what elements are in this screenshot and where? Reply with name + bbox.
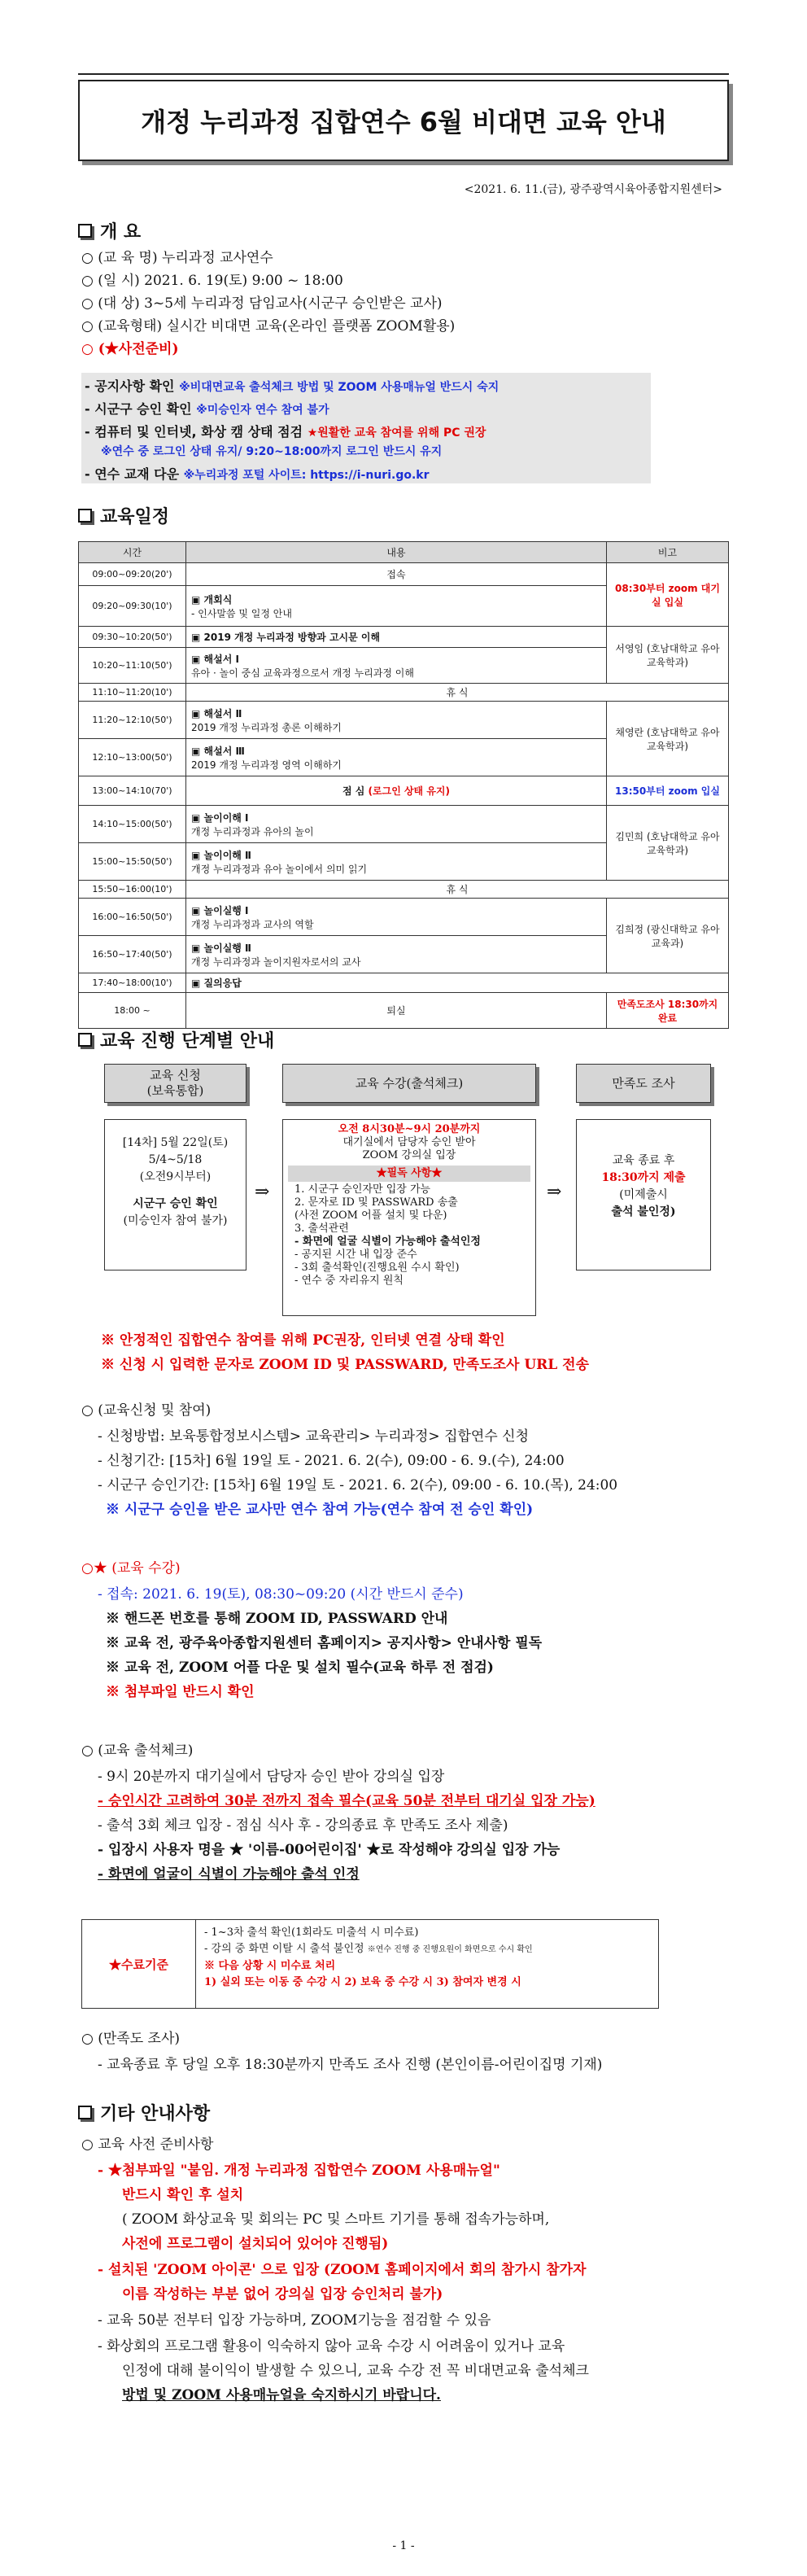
content-cell: ▣ 2019 개정 누리과정 방향과 고시문 이해 xyxy=(186,627,607,648)
time-cell: 16:00~16:50(50') xyxy=(79,899,186,936)
apply-line: - 신청방법: 보육통합정보시스템> 교육관리> 누리과정> 집합연수 신청 xyxy=(98,1428,530,1445)
flow-step-course-head: 교육 수강(출석체크) xyxy=(282,1064,536,1103)
column-header: 시간 xyxy=(79,542,186,563)
course-line: - 접속: 2021. 6. 19(토), 08:30~09:20 (시간 반드시 준수) xyxy=(98,1586,464,1603)
notice-row: - 연수 교재 다운 ※누리과정 포털 사이트: https://i-nuri.go.kr xyxy=(85,466,430,482)
apply-note: ※ 시군구 승인을 받은 교사만 연수 참여 가능(연수 참여 전 승인 확인) xyxy=(106,1502,534,1518)
top-rule xyxy=(78,73,729,75)
flow-step-survey-box: 교육 종료 후 18:30까지 제출 (미제출시 출석 불인정) xyxy=(576,1119,711,1271)
survey-head: ○ (만족도 조사) xyxy=(81,2031,181,2047)
note-cell: 서영임 (호남대학교 유아교육학과) xyxy=(607,627,729,684)
time-cell: 09:30~10:20(50') xyxy=(79,627,186,648)
time-cell: 10:20~11:10(50') xyxy=(79,648,186,684)
apply-head: ○ (교육신청 및 참여) xyxy=(81,1402,212,1419)
attendance-line: - 출석 3회 체크 입장 - 점심 식사 후 - 강의종료 후 만족도 조사 제출) xyxy=(98,1817,508,1834)
etc-line: - ★첨부파일 "붙임. 개정 누리과정 집합연수 ZOOM 사용매뉴얼" xyxy=(98,2163,500,2179)
flow-step-course-box: 오전 8시30분~9시 20분까지 대기실에서 담당자 승인 받아 ZOOM 강의실 입장 ★필독 사항★ 1. 시군구 승인자만 입장 가능 2. 문자로 ID 및 PASSWARD 송출 (사전 ZOOM 어플 설치 및 다운) 3. 출석관련 - 화면에 얼굴 식별이 가능해야 출석인정 - 공지된 시간 내 입장 준수 - 3회 출석확인(진행요원 수시 확인) - 연수 중 자리유지 원칙 xyxy=(282,1119,536,1316)
table-row xyxy=(79,881,729,899)
section-title: 기타 안내사항 xyxy=(100,2104,211,2124)
course-head: ○★ (교육 수강) xyxy=(81,1560,181,1577)
content-cell: 퇴실 xyxy=(186,993,607,1029)
etc-line: - 설치된 'ZOOM 아이콘' 으로 입장 (ZOOM 홈페이지에서 회의 참가시 참가자 xyxy=(98,2262,587,2278)
table-row xyxy=(79,684,729,702)
time-cell: 13:00~14:10(70') xyxy=(79,776,186,806)
content-cell: ▣ 놀이이해 Ⅰ 개정 누리과정과 유아의 놀이 xyxy=(186,806,607,843)
content-cell: ▣ 해설서 Ⅰ 유아 · 놀이 중심 교육과정으로서 개정 누리과정 이해 xyxy=(186,648,607,684)
overview-item: ○ (교 육 명) 누리과정 교사연수 xyxy=(81,250,273,266)
apply-line: - 시군구 승인기간: [15차] 6월 19일 토 - 2021. 6. 2(수), 09:00 - 6. 10.(목), 24:00 xyxy=(98,1477,618,1494)
overview-item: ○ (★사전준비) xyxy=(81,341,179,357)
etc-line: 사전에 프로그램이 설치되어 있어야 진행됨) xyxy=(122,2236,389,2252)
attendance-head: ○ (교육 출석체크) xyxy=(81,1743,194,1759)
course-line: ※ 첨부파일 반드시 확인 xyxy=(106,1684,255,1700)
table-row xyxy=(79,993,729,1029)
page-title: 개정 누리과정 집합연수 6월 비대면 교육 안내 xyxy=(78,80,729,161)
content-cell: 점 심 (로그인 상태 유지) xyxy=(186,776,607,806)
date-line: <2021. 6. 11.(금), 광주광역시육아종합지원센터> xyxy=(464,183,722,196)
time-cell: 18:00 ~ xyxy=(79,993,186,1029)
attendance-line: - 입장시 사용자 명을 ★ '이름-00어린이집' ★로 작성해야 강의실 입장 가능 xyxy=(98,1842,561,1858)
square-bullet-icon xyxy=(78,1033,92,1047)
content-cell: 휴 식 xyxy=(186,684,729,702)
table-row xyxy=(79,627,729,648)
note-cell: 채영란 (호남대학교 유아교육학과) xyxy=(607,702,729,776)
time-cell: 11:20~12:10(50') xyxy=(79,702,186,739)
course-line: ※ 교육 전, 광주육아종합지원센터 홈페이지> 공지사항> 안내사항 필독 xyxy=(106,1635,543,1651)
arrow-right-icon: ⇒ xyxy=(547,1182,562,1202)
content-cell: ▣ 놀이실행 Ⅰ 개정 누리과정과 교사의 역할 xyxy=(186,899,607,936)
time-cell: 09:20~09:30(10') xyxy=(79,586,186,627)
etc-line: 방법 및 ZOOM 사용매뉴얼을 숙지하시기 바랍니다. xyxy=(122,2387,441,2403)
section-flow-heading xyxy=(78,1027,274,1052)
notice-row: - 컴퓨터 및 인터넷, 화상 캠 상태 점검 ★원활한 교육 참여를 위해 PC 권장 xyxy=(85,424,486,440)
content-cell: ▣ 질의응답 xyxy=(186,973,729,993)
column-header: 내용 xyxy=(186,542,607,563)
content-cell: ▣ 놀이이해 Ⅱ 개정 누리과정과 유아 놀이에서 의미 읽기 xyxy=(186,843,607,881)
flow-warning: ※ 안정적인 집합연수 참여를 위해 PC권장, 인터넷 연결 상태 확인 xyxy=(101,1332,505,1349)
column-header: 비고 xyxy=(607,542,729,563)
content-cell: ▣ 해설서 Ⅱ 2019 개정 누리과정 총론 이해하기 xyxy=(186,702,607,739)
apply-line: - 신청기간: [15차] 6월 19일 토 - 2021. 6. 2(수), 09:00 - 6. 9.(수), 24:00 xyxy=(98,1453,565,1469)
table-row xyxy=(79,973,729,993)
course-line: ※ 교육 전, ZOOM 어플 다운 및 설치 필수(교육 하루 전 점검) xyxy=(106,1660,494,1676)
attendance-line: - 9시 20분까지 대기실에서 담당자 승인 받아 강의실 입장 xyxy=(98,1769,445,1785)
table-row xyxy=(79,563,729,586)
content-cell: 휴 식 xyxy=(186,881,729,899)
flow-step-survey-head: 만족도 조사 xyxy=(576,1064,711,1103)
time-cell: 17:40~18:00(10') xyxy=(79,973,186,993)
attendance-line: - 승인시간 고려하여 30분 전까지 접속 필수(교육 50분 전부터 대기실 입장 가능) xyxy=(98,1793,595,1809)
completion-criteria-table xyxy=(81,1919,659,2009)
time-cell: 14:10~15:00(50') xyxy=(79,806,186,843)
table-row xyxy=(79,776,729,806)
table-header-row xyxy=(79,542,729,563)
section-schedule-heading xyxy=(78,503,169,528)
content-cell: ▣ 해설서 Ⅲ 2019 개정 누리과정 영역 이해하기 xyxy=(186,739,607,776)
etc-line: 반드시 확인 후 설치 xyxy=(122,2187,244,2203)
survey-line: - 교육종료 후 당일 오후 18:30분까지 만족도 조사 진행 (본인이름-어린이집명 기재) xyxy=(98,2057,603,2073)
table-row xyxy=(79,899,729,936)
etc-line: - 화상회의 프로그램 활용이 익숙하지 않아 교육 수강 시 어려움이 있거나 교육 xyxy=(98,2338,565,2355)
content-cell: 접속 xyxy=(186,563,607,586)
section-etc-heading xyxy=(78,2100,210,2125)
flow-step-apply-box: [14차] 5월 22일(토) 5/4~5/18 (오전9시부터) 시군구 승인 확인 (미승인자 참여 불가) xyxy=(104,1119,246,1271)
note-cell: 만족도조사 18:30까지 완료 xyxy=(607,993,729,1029)
note-cell: 김희정 (광신대학교 유아교육과) xyxy=(607,899,729,973)
flow-warning: ※ 신청 시 입력한 문자로 ZOOM ID 및 PASSWARD, 만족도조사 URL 전송 xyxy=(101,1357,590,1373)
time-cell: 16:50~17:40(50') xyxy=(79,936,186,973)
criteria-content: - 1~3차 출석 확인(1회라도 미출석 시 미수료) - 강의 중 화면 이탈 시 출석 불인정 ※연수 진행 중 진행요원이 화면으로 수시 확인 ※ 다음 상황 시 미수료 처리 1) 실외 또는 이동 중 수강 시 2) 보육 중 수강 시 3) 참여자 변경 시 xyxy=(204,1927,533,1988)
time-cell: 09:00~09:20(20') xyxy=(79,563,186,586)
overview-item: ○ (대 상) 3~5세 누리과정 담임교사(시군구 승인받은 교사) xyxy=(81,295,443,312)
square-bullet-icon xyxy=(78,224,92,238)
content-cell: ▣ 놀이실행 Ⅱ 개정 누리과정과 놀이지원자로서의 교사 xyxy=(186,936,607,973)
course-line: ※ 핸드폰 번호를 통해 ZOOM ID, PASSWARD 안내 xyxy=(106,1611,448,1627)
criteria-label: ★수료기준 xyxy=(82,1920,196,2008)
etc-line: 이름 작성하는 부분 없어 강의실 입장 승인처리 불가) xyxy=(122,2286,443,2303)
section-title: 교육 진행 단계별 안내 xyxy=(100,1031,275,1052)
flow-step-apply-head: 교육 신청 (보육통합) xyxy=(104,1064,246,1103)
notice-row: ※연수 중 로그인 상태 유지/ 9:20~18:00까지 로그인 반드시 유지 xyxy=(101,445,443,458)
square-bullet-icon xyxy=(78,509,92,523)
content-cell: ▣ 개회식 - 인사말씀 및 일정 안내 xyxy=(186,586,607,627)
note-cell: 08:30부터 zoom 대기실 입실 xyxy=(607,563,729,627)
section-title: 개 요 xyxy=(100,222,142,243)
schedule-table xyxy=(78,541,729,1029)
note-cell: 김민희 (호남대학교 유아교육학과) xyxy=(607,806,729,881)
time-cell: 12:10~13:00(50') xyxy=(79,739,186,776)
attendance-line: - 화면에 얼굴이 식별이 가능해야 출석 인정 xyxy=(98,1866,360,1883)
time-cell: 15:50~16:00(10') xyxy=(79,881,186,899)
overview-item: ○ (일 시) 2021. 6. 19(토) 9:00 ~ 18:00 xyxy=(81,273,343,289)
section-overview-heading xyxy=(78,218,141,243)
etc-line: ( ZOOM 화상교육 및 회의는 PC 및 스마트 기기를 통해 접속가능하며, xyxy=(122,2211,550,2228)
time-cell: 11:10~11:20(10') xyxy=(79,684,186,702)
square-bullet-icon xyxy=(78,2106,92,2119)
table-row xyxy=(79,806,729,843)
table-row xyxy=(79,702,729,739)
etc-line: 인정에 대해 불이익이 발생할 수 있으니, 교육 수강 전 꼭 비대면교육 출석체크 xyxy=(122,2363,589,2379)
overview-item: ○ (교육형태) 실시간 비대면 교육(온라인 플랫폼 ZOOM활용) xyxy=(81,318,456,335)
note-cell: 13:50부터 zoom 입실 xyxy=(607,776,729,806)
page-number: - 1 - xyxy=(392,2539,415,2552)
section-title: 교육일정 xyxy=(100,507,170,527)
etc-head: ○ 교육 사전 준비사항 xyxy=(81,2136,214,2153)
time-cell: 15:00~15:50(50') xyxy=(79,843,186,881)
etc-line: - 교육 50분 전부터 입장 가능하며, ZOOM기능을 점검할 수 있음 xyxy=(98,2312,491,2329)
arrow-right-icon: ⇒ xyxy=(255,1182,270,1202)
notice-row: - 시군구 승인 확인 ※미승인자 연수 참여 불가 xyxy=(85,401,329,417)
notice-row: - 공지사항 확인 ※비대면교육 출석체크 방법 및 ZOOM 사용매뉴얼 반드시 숙지 xyxy=(85,378,499,394)
